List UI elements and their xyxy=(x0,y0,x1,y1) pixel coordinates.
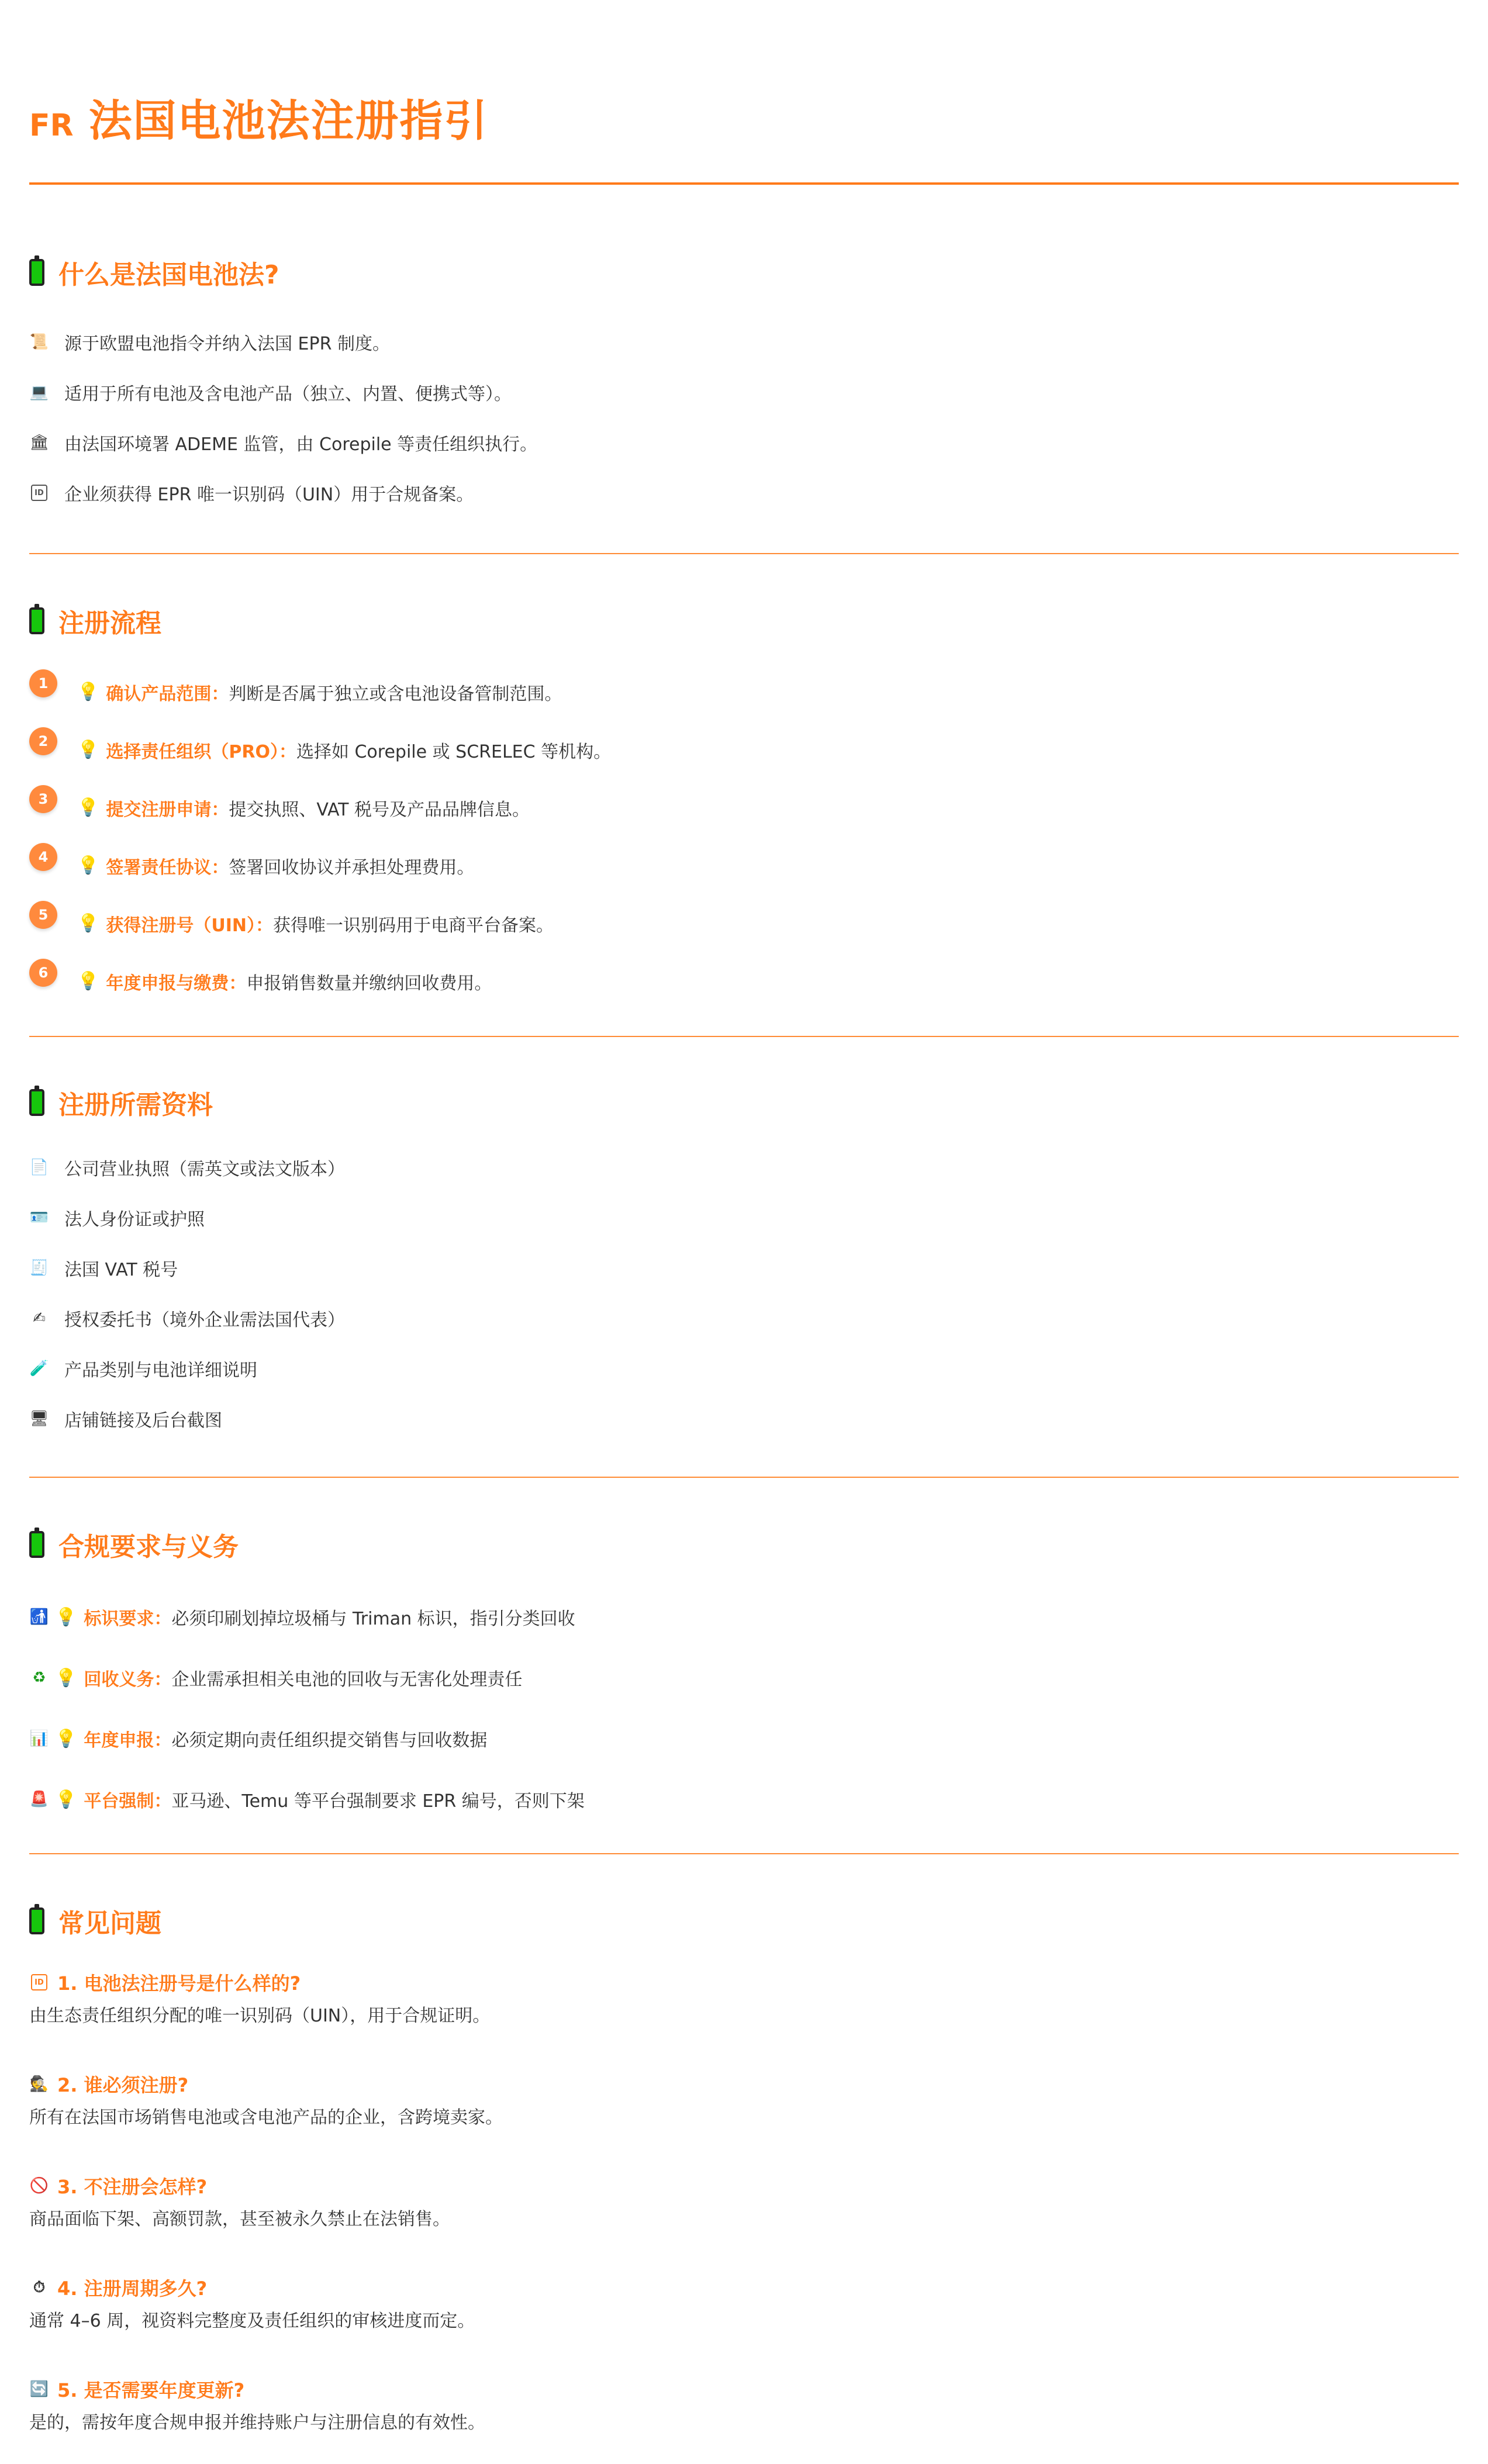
list-item-text: 公司营业执照（需英文或法文版本） xyxy=(64,1159,345,1180)
lightbulb-icon: 💡 xyxy=(77,739,99,760)
list-item-text: 必须定期向责任组织提交销售与回收数据 xyxy=(171,1730,488,1751)
faq-question-text: 3. 不注册会怎样? xyxy=(57,2176,208,2198)
lightbulb-icon: 💡 xyxy=(77,797,99,818)
receipt-icon: 🧾 xyxy=(29,1259,49,1277)
step-text: 提交执照、VAT 税号及产品品牌信息。 xyxy=(229,799,530,820)
faq-answer: 商品面临下架、高额罚款，甚至被永久禁止在法销售。 xyxy=(29,2209,450,2230)
list-item-text: 亚马逊、Temu 等平台强制要求 EPR 编号，否则下架 xyxy=(171,1791,585,1812)
section-title: 注册流程 xyxy=(58,609,161,638)
faq-answer: 通常 4–6 周，视资料完整度及责任组织的审核进度而定。 xyxy=(29,2311,475,2331)
section-heading xyxy=(29,1526,1459,1563)
page-title xyxy=(29,87,1459,148)
step-number: 3 xyxy=(29,785,57,813)
lightbulb-icon: 💡 xyxy=(77,971,99,991)
section-docs xyxy=(29,1037,1459,1478)
list-item-text: 源于欧盟电池指令并纳入法国 EPR 制度。 xyxy=(64,334,390,354)
recycle-icon: ♻ xyxy=(32,1669,46,1687)
step-number: 6 xyxy=(29,959,57,987)
list-item-text: 必须印刷划掉垃圾桶与 Triman 标识，指引分类回收 xyxy=(171,1609,575,1629)
process-step xyxy=(29,779,1459,837)
list-item xyxy=(29,1343,1459,1394)
list-item xyxy=(29,367,1459,417)
item-label: 回收义务： xyxy=(84,1670,172,1690)
faq-question xyxy=(29,2067,1459,2101)
step-label: 获得注册号（UIN）： xyxy=(106,915,273,936)
section-heading xyxy=(29,1902,1459,1940)
battery-icon xyxy=(29,259,44,286)
lightbulb-icon: 💡 xyxy=(77,682,99,702)
step-label: 签署责任协议： xyxy=(106,857,229,878)
section-compliance xyxy=(29,1478,1459,1854)
process-step xyxy=(29,663,1459,721)
battery-icon xyxy=(29,1907,44,1934)
faq-question xyxy=(29,2271,1459,2304)
faq-question xyxy=(29,1965,1459,1999)
step-text: 获得唯一识别码用于电商平台备案。 xyxy=(273,915,554,936)
faq-answer: 是的，需按年度合规申报并维持账户与注册信息的有效性。 xyxy=(29,2413,485,2433)
process-step xyxy=(29,894,1459,952)
prohibited-icon: 🚫 xyxy=(29,2177,49,2195)
detective-icon: 🕵 xyxy=(29,2075,49,2093)
section-title: 什么是法国电池法? xyxy=(58,260,279,290)
faq-question-text: 4. 注册周期多久? xyxy=(57,2278,208,2300)
list-item xyxy=(29,1647,1459,1708)
list-item xyxy=(29,1769,1459,1830)
list-item-text: 企业须获得 EPR 唯一识别码（UIN）用于合规备案。 xyxy=(64,485,474,505)
signing-hand-icon: ✍ xyxy=(33,1309,46,1327)
process-step xyxy=(29,837,1459,894)
step-label: 选择责任组织（PRO）： xyxy=(106,741,296,762)
step-text: 判断是否属于独立或含电池设备管制范围。 xyxy=(229,683,562,704)
battery-icon xyxy=(29,1089,44,1116)
list-item-text: 企业需承担相关电池的回收与无害化处理责任 xyxy=(171,1670,523,1690)
refresh-icon: 🔄 xyxy=(29,2380,49,2398)
section-process xyxy=(29,554,1459,1037)
step-label: 提交注册申请： xyxy=(106,799,229,820)
step-number: 1 xyxy=(29,669,57,697)
item-label: 平台强制： xyxy=(84,1791,172,1812)
faq-question xyxy=(29,2372,1459,2406)
list-item xyxy=(29,317,1459,367)
step-number: 2 xyxy=(29,727,57,755)
list-item xyxy=(29,1587,1459,1647)
flag-fr-icon: FR xyxy=(29,108,74,143)
lightbulb-icon: 💡 xyxy=(55,1789,77,1810)
battery-icon xyxy=(29,1531,44,1558)
lightbulb-icon: 💡 xyxy=(55,1728,77,1749)
id-icon: ID xyxy=(29,483,49,503)
process-step xyxy=(29,721,1459,779)
list-item-text: 产品类别与电池详细说明 xyxy=(64,1360,257,1381)
list-item xyxy=(29,1293,1459,1343)
step-label: 年度申报与缴费： xyxy=(106,973,247,994)
step-number: 5 xyxy=(29,901,57,929)
list-item-text: 法人身份证或护照 xyxy=(64,1209,205,1230)
lightbulb-icon: 💡 xyxy=(77,855,99,876)
list-item xyxy=(29,1708,1459,1769)
bar-chart-icon: 📊 xyxy=(29,1730,49,1747)
section-heading xyxy=(29,254,1459,291)
faq-question-text: 5. 是否需要年度更新? xyxy=(57,2379,245,2401)
id-icon: ID xyxy=(29,1972,49,1992)
government-building-icon: 🏛 xyxy=(29,434,49,451)
header xyxy=(29,0,1459,185)
recycle-bin-sign-icon: 🚮 xyxy=(29,1608,49,1626)
step-label: 确认产品范围： xyxy=(106,683,229,704)
scroll-icon: 📜 xyxy=(29,333,49,351)
step-number: 4 xyxy=(29,843,57,871)
section-title: 合规要求与义务 xyxy=(58,1532,239,1562)
monitor-icon: 🖥 xyxy=(29,1410,49,1428)
list-item xyxy=(29,1193,1459,1243)
laptop-icon: 💻 xyxy=(29,383,49,401)
list-item xyxy=(29,468,1459,518)
lightbulb-icon: 💡 xyxy=(55,1606,77,1627)
battery-icon xyxy=(29,607,44,634)
lightbulb-icon: 💡 xyxy=(55,1667,77,1688)
list-item-text: 由法国环境署 ADEME 监管，由 Corepile 等责任组织执行。 xyxy=(64,434,538,455)
list-item xyxy=(29,417,1459,468)
list-item-text: 适用于所有电池及含电池产品（独立、内置、便携式等）。 xyxy=(64,384,512,405)
siren-icon: 🚨 xyxy=(29,1791,49,1808)
faq-question xyxy=(29,2169,1459,2203)
item-label: 标识要求： xyxy=(84,1609,172,1629)
list-item-text: 法国 VAT 税号 xyxy=(64,1260,178,1280)
list-item xyxy=(29,1142,1459,1193)
section-heading xyxy=(29,1084,1459,1121)
lightbulb-icon: 💡 xyxy=(77,913,99,934)
test-tube-icon: 🧪 xyxy=(29,1360,49,1377)
step-text: 选择如 Corepile 或 SCRELEC 等机构。 xyxy=(296,741,612,762)
list-item xyxy=(29,1394,1459,1444)
section-heading xyxy=(29,602,1459,640)
section-title: 注册所需资料 xyxy=(58,1090,213,1120)
list-item-text: 授权委托书（境外企业需法国代表） xyxy=(64,1310,345,1331)
step-text: 签署回收协议并承担处理费用。 xyxy=(229,857,475,878)
document-icon: 📄 xyxy=(29,1159,49,1176)
section-faq xyxy=(29,1854,1459,2440)
section-what xyxy=(29,185,1459,554)
page-title-text: 法国电池法注册指引 xyxy=(88,96,489,146)
section-title: 常见问题 xyxy=(58,1909,161,1938)
process-step xyxy=(29,952,1459,1010)
step-text: 申报销售数量并缴纳回收费用。 xyxy=(246,973,492,994)
stopwatch-icon: ⏱ xyxy=(33,2278,46,2296)
list-item xyxy=(29,1243,1459,1293)
faq-question-text: 1. 电池法注册号是什么样的? xyxy=(57,1972,301,1995)
faq-question-text: 2. 谁必须注册? xyxy=(57,2074,189,2096)
id-card-icon: 🪪 xyxy=(29,1209,49,1226)
list-item-text: 店铺链接及后台截图 xyxy=(64,1411,222,1431)
faq-answer: 由生态责任组织分配的唯一识别码（UIN），用于合规证明。 xyxy=(29,2006,491,2026)
faq-answer: 所有在法国市场销售电池或含电池产品的企业，含跨境卖家。 xyxy=(29,2107,503,2128)
item-label: 年度申报： xyxy=(84,1730,172,1751)
